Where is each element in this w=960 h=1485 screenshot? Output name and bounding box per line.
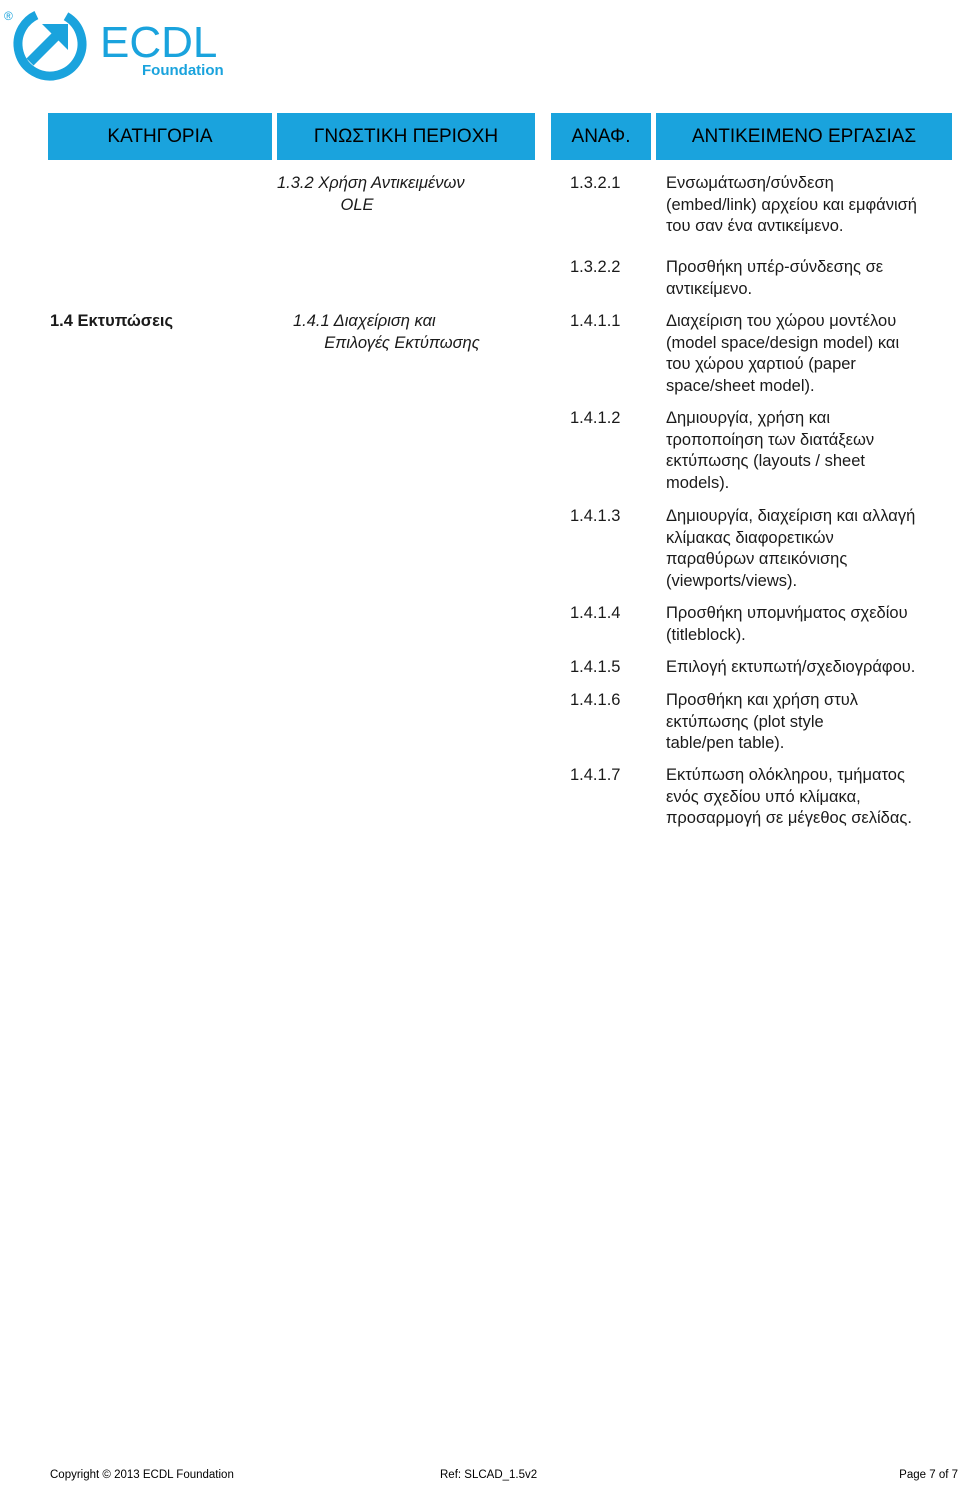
- task-item-line: εκτύπωσης (plot style: [666, 712, 824, 731]
- task-item: [666, 603, 908, 646]
- knowledge-area-line: 1.4.1 Διαχείριση και: [293, 312, 436, 330]
- knowledge-area: [277, 311, 527, 354]
- task-item-line: παραθύρων απεικόνισης: [666, 550, 848, 568]
- task-item: [666, 765, 912, 830]
- header-category: ΚΑΤΗΓΟΡΙΑ: [48, 113, 272, 160]
- knowledge-area-line: OLE: [340, 195, 374, 214]
- task-item-line: Προσθήκη και χρήση στυλ: [666, 691, 859, 709]
- task-item-line: Επιλογή εκτυπωτή/σχεδιογράφου.: [666, 658, 916, 676]
- category: 1.4 Εκτυπώσεις: [50, 312, 174, 330]
- task-item-line: κλίμακας διαφορετικών: [666, 528, 834, 547]
- logo-circle-arrow-icon: [6, 4, 93, 86]
- item-ref: 1.4.1.3: [570, 507, 621, 525]
- task-item-line: εκτύπωσης (layouts / sheet: [666, 452, 865, 470]
- task-item-line: Ενσωμάτωση/σύνδεση: [666, 174, 834, 192]
- task-item-line: Δημιουργία, χρήση και: [666, 409, 831, 427]
- footer-page: Page 7 of 7: [899, 1469, 958, 1481]
- header-task-item: ΑΝΤΙΚΕΙΜΕΝΟ ΕΡΓΑΣΙΑΣ: [656, 113, 952, 160]
- task-item-line: Προσθήκη υπέρ-σύνδεσης σε: [666, 258, 884, 276]
- task-item-line: space/sheet model).: [666, 376, 815, 395]
- task-item-line: table/pen table).: [666, 734, 785, 752]
- task-item: [666, 408, 874, 494]
- ecdl-logo: [4, 4, 244, 86]
- task-item-line: (titleblock).: [666, 625, 746, 644]
- footer-ref: Ref: SLCAD_1.5v2: [440, 1469, 538, 1481]
- registered-mark: ®: [4, 9, 13, 23]
- logo-sub: Foundation: [142, 62, 224, 79]
- task-item: [666, 173, 917, 238]
- logo-brand: ECDL: [100, 18, 218, 67]
- task-item-line: ενός σχεδίου υπό κλίμακα,: [666, 787, 861, 806]
- task-item: [666, 506, 915, 592]
- header-ref: ΑΝΑΦ.: [551, 113, 651, 160]
- footer-copyright: Copyright © 2013 ECDL Foundation: [50, 1469, 234, 1481]
- task-item: [666, 657, 915, 679]
- task-item-line: Προσθήκη υπομνήματος σχεδίου: [666, 604, 908, 622]
- task-item-line: του σαν ένα αντικείμενο.: [666, 217, 844, 235]
- knowledge-area-line: Επιλογές Εκτύπωσης: [324, 333, 480, 352]
- task-item-line: του χώρου χαρτιού (paper: [666, 355, 856, 373]
- item-ref: 1.3.2.1: [570, 174, 621, 192]
- task-item-line: (model space/design model) και: [666, 333, 900, 352]
- task-item-line: models).: [666, 473, 730, 492]
- task-item: [666, 311, 899, 397]
- item-ref: 1.4.1.1: [570, 312, 621, 330]
- task-item: [666, 257, 883, 300]
- item-ref: 1.4.1.7: [570, 766, 621, 784]
- task-item-line: Δημιουργία, διαχείριση και αλλαγή: [666, 507, 916, 525]
- task-item-line: (viewports/views).: [666, 571, 798, 590]
- task-item: [666, 690, 858, 755]
- task-item-line: τροποποίηση των διατάξεων: [666, 430, 875, 449]
- knowledge-area: [277, 173, 465, 216]
- item-ref: 1.4.1.6: [570, 691, 621, 709]
- item-ref: 1.4.1.4: [570, 604, 621, 622]
- item-ref: 1.3.2.2: [570, 258, 621, 276]
- task-item-line: αντικείμενο.: [666, 279, 753, 298]
- task-item-line: Εκτύπωση ολόκληρου, τμήματος: [666, 766, 905, 784]
- item-ref: 1.4.1.2: [570, 409, 621, 427]
- knowledge-area-line: 1.3.2 Χρήση Αντικειμένων: [277, 174, 465, 192]
- item-ref: 1.4.1.5: [570, 658, 621, 676]
- task-item-line: προσαρμογή σε μέγεθος σελίδας.: [666, 809, 912, 827]
- task-item-line: Διαχείριση του χώρου μοντέλου: [666, 312, 897, 330]
- task-item-line: (embed/link) αρχείου και εμφάνισή: [666, 195, 917, 214]
- header-knowledge-area: ΓΝΩΣΤΙΚΗ ΠΕΡΙΟΧΗ: [277, 113, 535, 160]
